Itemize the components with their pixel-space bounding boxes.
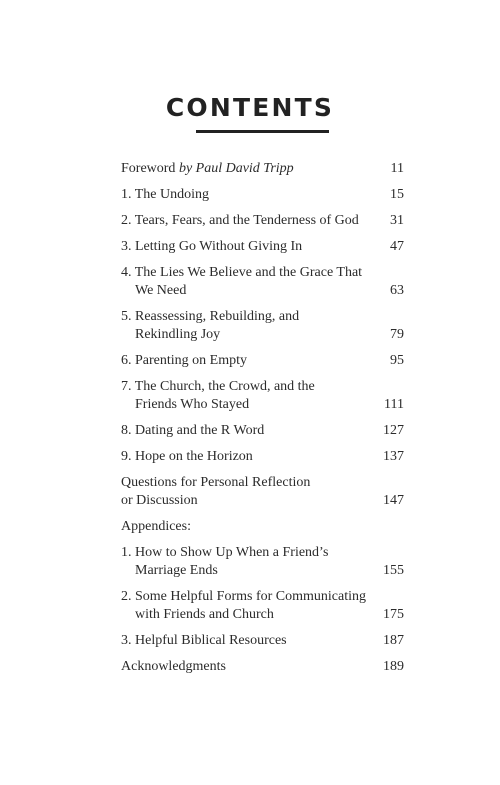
toc-page-number: 79: [390, 327, 404, 342]
toc-page-number: 137: [383, 449, 404, 464]
toc-entry-title: Appendices:: [121, 519, 191, 534]
toc-page-number: 95: [390, 353, 404, 368]
toc-entry-title: Acknowledgments: [121, 659, 226, 674]
table-of-contents: [121, 160, 404, 684]
toc-page-number: 187: [383, 633, 404, 648]
contents-heading: CONTENTS: [165, 93, 335, 122]
toc-entry-appendices: [121, 518, 404, 536]
toc-entry-title: 9. Hope on the Horizon: [121, 449, 253, 464]
toc-entry-title: 2. Some Helpful Forms for Communicating with Friends and Church: [121, 589, 366, 622]
toc-entry-title: 7. The Church, the Crowd, and the Friends Who Stayed: [121, 379, 315, 412]
toc-entry-chapter-3: [121, 238, 404, 256]
toc-page-number: 47: [390, 239, 404, 254]
toc-entry-chapter-7: [121, 378, 404, 414]
toc-entry-chapter-2: [121, 212, 404, 230]
toc-entry-foreword: [121, 160, 404, 178]
toc-entry-appendix-3: [121, 632, 404, 650]
toc-page-number: 127: [383, 423, 404, 438]
toc-page-number: 147: [383, 493, 404, 508]
toc-entry-chapter-1: [121, 186, 404, 204]
toc-entry-title: 1. The Undoing: [121, 187, 210, 202]
toc-entry-title: 2. Tears, Fears, and the Tenderness of God: [121, 213, 359, 228]
toc-page-number: 11: [390, 161, 404, 176]
toc-page-number: 31: [390, 213, 404, 228]
toc-entry-title: 3. Helpful Biblical Resources: [121, 633, 287, 648]
toc-entry-acknowledgments: [121, 658, 404, 676]
toc-page-number: 15: [390, 187, 404, 202]
toc-entry-appendix-1: [121, 544, 404, 580]
toc-entry-title: 5. Reassessing, Rebuilding, and Rekindling Joy: [121, 309, 300, 342]
toc-entry-chapter-9: [121, 448, 404, 466]
toc-entry-title: 6. Parenting on Empty: [121, 353, 247, 368]
heading-rule: [196, 130, 329, 133]
toc-entry-title: 3. Letting Go Without Giving In: [121, 239, 303, 254]
toc-entry-title: 4. The Lies We Believe and the Grace That We Need: [121, 265, 363, 298]
toc-entry-title: Foreword by Paul David Tripp: [121, 161, 294, 176]
toc-page-number: 63: [390, 283, 404, 298]
toc-page-number: 189: [383, 659, 404, 674]
toc-entry-questions: [121, 474, 404, 510]
toc-entry-chapter-8: [121, 422, 404, 440]
toc-entry-appendix-2: [121, 588, 404, 624]
toc-entry-chapter-6: [121, 352, 404, 370]
toc-entry-chapter-4: [121, 264, 404, 300]
toc-entry-chapter-5: [121, 308, 404, 344]
toc-entry-title: Questions for Personal Reflection or Discussion: [121, 475, 311, 508]
toc-entry-title: 1. How to Show Up When a Friend’s Marriage Ends: [121, 545, 329, 578]
toc-page-number: 155: [383, 563, 404, 578]
toc-page-number: 111: [384, 397, 404, 412]
foreword-author: by Paul David Tripp: [178, 161, 294, 176]
toc-entry-title: 8. Dating and the R Word: [121, 423, 265, 438]
toc-page-number: 175: [383, 607, 404, 622]
